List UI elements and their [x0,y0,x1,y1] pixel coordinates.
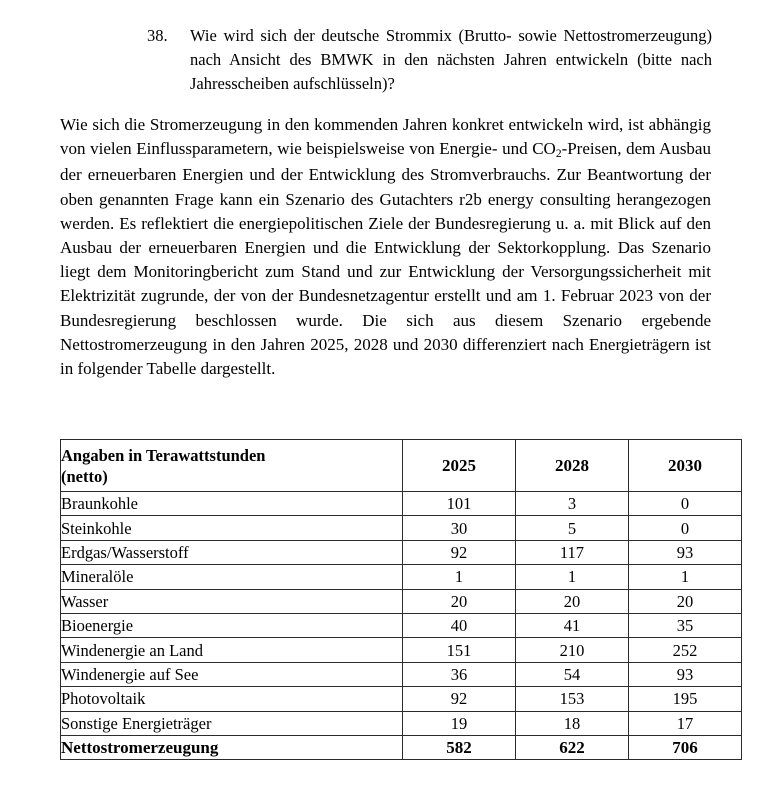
table-row [61,516,742,540]
table-total-row [61,735,742,759]
row-value-2025: 30 [403,516,516,540]
total-value-2030: 706 [629,735,742,759]
row-label: Mineralöle [61,565,403,589]
answer-paragraph [60,113,711,381]
row-value-2025: 92 [403,687,516,711]
table-header-year-2030: 2030 [629,440,742,492]
electricity-generation-table-wrapper [60,439,741,760]
row-label: Bioenergie [61,613,403,637]
row-value-2028: 153 [516,687,629,711]
row-value-2028: 117 [516,540,629,564]
table-row [61,589,742,613]
row-value-2028: 54 [516,662,629,686]
row-value-2030: 0 [629,492,742,516]
row-value-2030: 93 [629,662,742,686]
table-row [61,638,742,662]
table-header-label-cell [61,440,403,492]
table-row [61,662,742,686]
table-header-year-2028: 2028 [516,440,629,492]
row-value-2025: 151 [403,638,516,662]
row-value-2030: 195 [629,687,742,711]
row-value-2030: 252 [629,638,742,662]
table-row [61,687,742,711]
question-text: Wie wird sich der deutsche Strommix (Brutto- sowie Nettostromerzeugung) nach Ansicht des BMWK in den nächsten Jahren entwickeln (bitte nach Jahresscheiben aufschlüsseln)? [190,26,712,93]
table-row [61,540,742,564]
row-value-2030: 20 [629,589,742,613]
row-label: Windenergie an Land [61,638,403,662]
row-label: Photovoltaik [61,687,403,711]
row-label: Windenergie auf See [61,662,403,686]
answer-text-part1: Wie sich die Stromerzeugung in den kommenden Jahren konkret entwickeln wird, ist abhängig von vielen Einflussparametern, wie beispielsweise von Energie- und CO [60,115,711,159]
row-value-2030: 0 [629,516,742,540]
row-label: Erdgas/Wasserstoff [61,540,403,564]
total-label: Nettostromerzeugung [61,735,403,759]
row-value-2028: 3 [516,492,629,516]
row-label: Steinkohle [61,516,403,540]
row-value-2028: 5 [516,516,629,540]
row-value-2028: 41 [516,613,629,637]
row-label: Wasser [61,589,403,613]
question-block [147,24,712,96]
row-value-2030: 93 [629,540,742,564]
electricity-generation-table [60,439,742,760]
table-row [61,613,742,637]
total-value-2028: 622 [516,735,629,759]
row-value-2030: 35 [629,613,742,637]
row-value-2030: 17 [629,711,742,735]
table-row [61,492,742,516]
total-value-2025: 582 [403,735,516,759]
table-header-year-2025: 2025 [403,440,516,492]
row-value-2025: 1 [403,565,516,589]
row-value-2028: 18 [516,711,629,735]
co2-subscript: 2 [555,148,562,161]
table-header-label-line2: (netto) [61,466,108,486]
row-value-2030: 1 [629,565,742,589]
row-value-2025: 92 [403,540,516,564]
answer-text-part2: -Preisen, dem Ausbau der erneuerbaren Energien und der Entwicklung des Stromverbrauchs. Zur Beantwortung der oben genannten Frage kann ein Szenario des Gutachters r2b energy consulting herangezogen werden. Es reflektiert die energiepolitischen Ziele der Bundesregierung u. a. mit Blick auf den Ausbau der erneuerbaren Energien und die Entwicklung der Sektorkopplung. Das Szenario liegt dem Monitoringbericht zum Stand und zur Entwicklung der Versorgungssicherheit mit Elektrizität zugrunde, der von der Bundesnetzagentur erstellt und am 1. Februar 2023 von der Bundesregierung beschlossen wurde. Die sich aus diesem Szenario ergebende Nettostromerzeugung in den Jahren 2025, 2028 und 2030 differenziert nach Energieträgern ist in folgender Tabelle dargestellt. [60,139,711,379]
row-value-2025: 19 [403,711,516,735]
row-value-2025: 20 [403,589,516,613]
table-row [61,711,742,735]
table-header-label-line1: Angaben in Terawattstunden [61,445,266,465]
row-value-2025: 36 [403,662,516,686]
row-value-2028: 1 [516,565,629,589]
table-row [61,565,742,589]
row-label: Braunkohle [61,492,403,516]
row-value-2028: 210 [516,638,629,662]
question-number: 38. [147,26,168,45]
row-value-2025: 40 [403,613,516,637]
row-value-2025: 101 [403,492,516,516]
row-label: Sonstige Energieträger [61,711,403,735]
table-header-row [61,440,742,492]
row-value-2028: 20 [516,589,629,613]
